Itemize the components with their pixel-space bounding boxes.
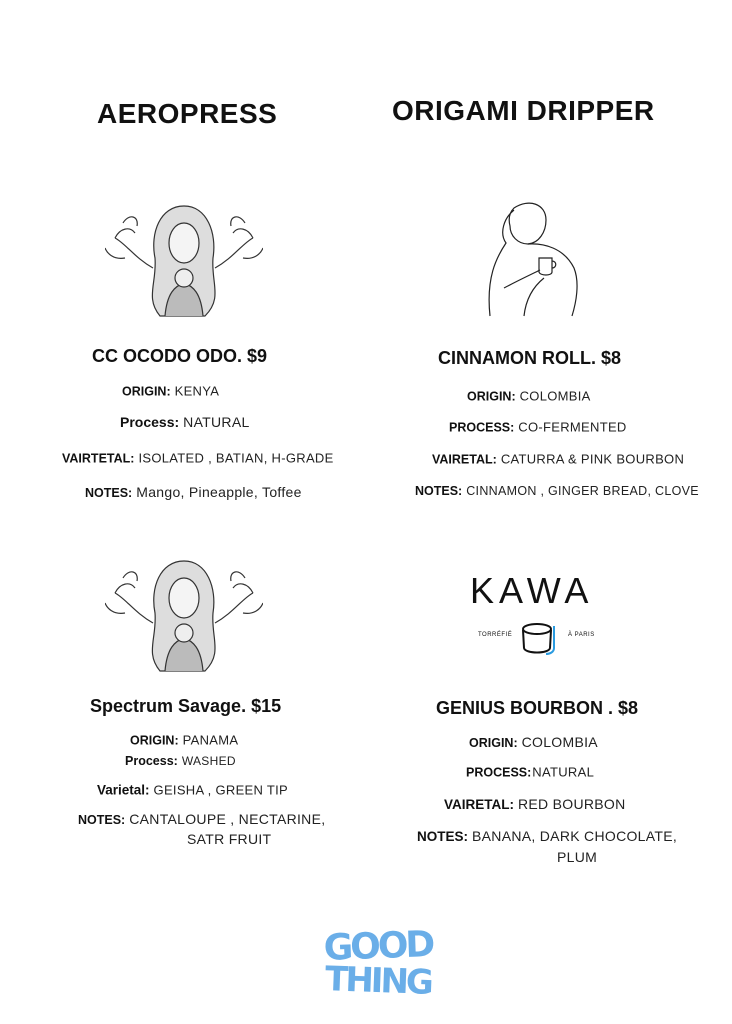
coffee-notes-continued: PLUM [557,849,598,865]
value: COLOMBIA [521,734,598,750]
value: NATURAL [183,414,250,430]
value: BANANA, DARK CHOCOLATE, [472,828,678,844]
good-thing-logo [318,924,438,1003]
value: CO-FERMENTED [518,419,627,435]
value: KENYA [174,383,220,399]
value: CATURRA & PINK BOURBON [500,451,685,467]
coffee-notes [78,811,325,827]
label: ORIGIN: [130,733,179,748]
coffee-process [120,414,250,430]
coffee-title: GENIUS BOURBON . $8 [436,698,639,718]
logo-line-1: GOOD [322,924,433,969]
coffee-origin [469,734,598,750]
value: CINNAMON , GINGER BREAD, CLOVE [466,484,699,498]
coffee-title: CINNAMON ROLL. $8 [438,348,622,368]
label: VAIRTETAL: [62,451,135,466]
cup-icon [520,622,560,656]
label: VAIRETAL: [432,452,497,467]
coffee-notes [415,484,699,498]
coffee-title: Spectrum Savage. $15 [90,696,282,716]
label: NOTES: [78,813,126,827]
coffee-varietal [444,796,626,812]
kawa-logo-name: KAWA [470,570,594,611]
coffee-origin [122,384,219,399]
coffee-title: CC OCODO ODO. $9 [92,346,268,366]
coffee-varietal [62,451,334,466]
value: RED BOURBON [518,796,626,812]
value: COLOMBIA [519,388,591,404]
label: Process: [120,414,180,430]
label: VAIRETAL: [444,797,514,812]
heading-origami-dripper: ORIGAMI DRIPPER [392,95,655,126]
label: PROCESS: [449,420,515,435]
label: PROCESS: [466,765,532,780]
coffee-varietal [432,452,684,467]
coffee-process [449,420,627,435]
coffee-notes-continued: SATR FRUIT [187,831,272,847]
value: Mango, Pineapple, Toffee [136,484,302,500]
coffee-notes [417,828,677,844]
value: CANTALOUPE , NECTARINE, [129,811,326,827]
label: Process: [125,754,178,768]
logo-line-2: THING [324,959,432,1003]
woman-with-cup-illustration [484,198,580,322]
label: NOTES: [415,484,463,498]
value: GEISHA , GREEN TIP [153,782,289,798]
woman-flowers-illustration [105,553,263,677]
coffee-notes [85,484,302,500]
label: ORIGIN: [469,736,518,750]
kawa-logo-left: TORRÉFIÉ [478,632,513,638]
heading-aeropress: AEROPRESS [97,98,278,129]
label: NOTES: [417,829,469,844]
label: ORIGIN: [467,389,516,404]
value: NATURAL [532,764,595,780]
value: ISOLATED , BATIAN, H-GRADE [138,450,334,466]
coffee-origin [130,733,238,748]
label: ORIGIN: [122,384,171,399]
value: PANAMA [182,732,239,748]
value: WASHED [181,754,236,768]
kawa-logo [470,570,604,656]
coffee-process [125,754,236,768]
label: NOTES: [85,486,133,500]
label: Varietal: [97,782,150,798]
coffee-process [466,765,594,780]
kawa-logo-right: À PARIS [568,632,595,638]
coffee-origin [467,389,591,404]
woman-flowers-illustration [105,198,263,322]
coffee-varietal [97,783,288,798]
